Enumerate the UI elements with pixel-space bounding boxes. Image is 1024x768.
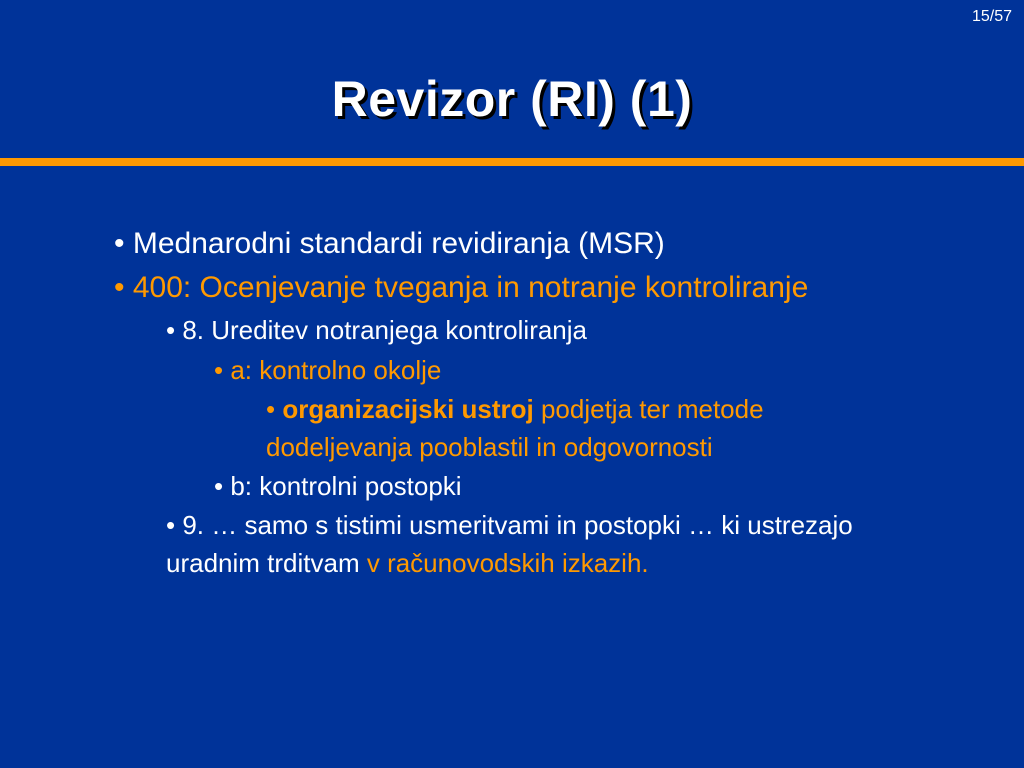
bullet-9-orange: v računovodskih izkazih. <box>366 548 649 578</box>
slide-title: Revizor (RI) (1) <box>331 71 693 127</box>
bullet-8: • 8. Ureditev notranjega kontroliranja <box>166 315 588 345</box>
bullet-organizacijski-prefix: • <box>266 394 283 424</box>
bullet-msr: • Mednarodni standardi revidiranja (MSR) <box>114 227 665 260</box>
title-divider <box>0 158 1024 166</box>
bullet-a: • a: kontrolno okolje <box>214 355 442 385</box>
slide-content <box>114 222 934 582</box>
bullet-9 <box>114 506 946 582</box>
bullet-b: • b: kontrolni postopki <box>214 471 462 501</box>
bullet-9-white: • 9. … samo s tistimi usmeritvami in postopki … ki ustrezajo uradnim trditvam <box>166 510 853 578</box>
bullet-organizacijski-bold: organizacijski ustroj <box>282 394 534 424</box>
bullet-organizacijski <box>114 390 826 466</box>
bullet-organizacijski-rest: podjetja ter metode dodeljevanja pooblastil in odgovornosti <box>266 394 764 462</box>
page-number: 15/57 <box>971 8 1012 25</box>
bullet-400: • 400: Ocenjevanje tveganja in notranje kontroliranje <box>114 271 809 304</box>
